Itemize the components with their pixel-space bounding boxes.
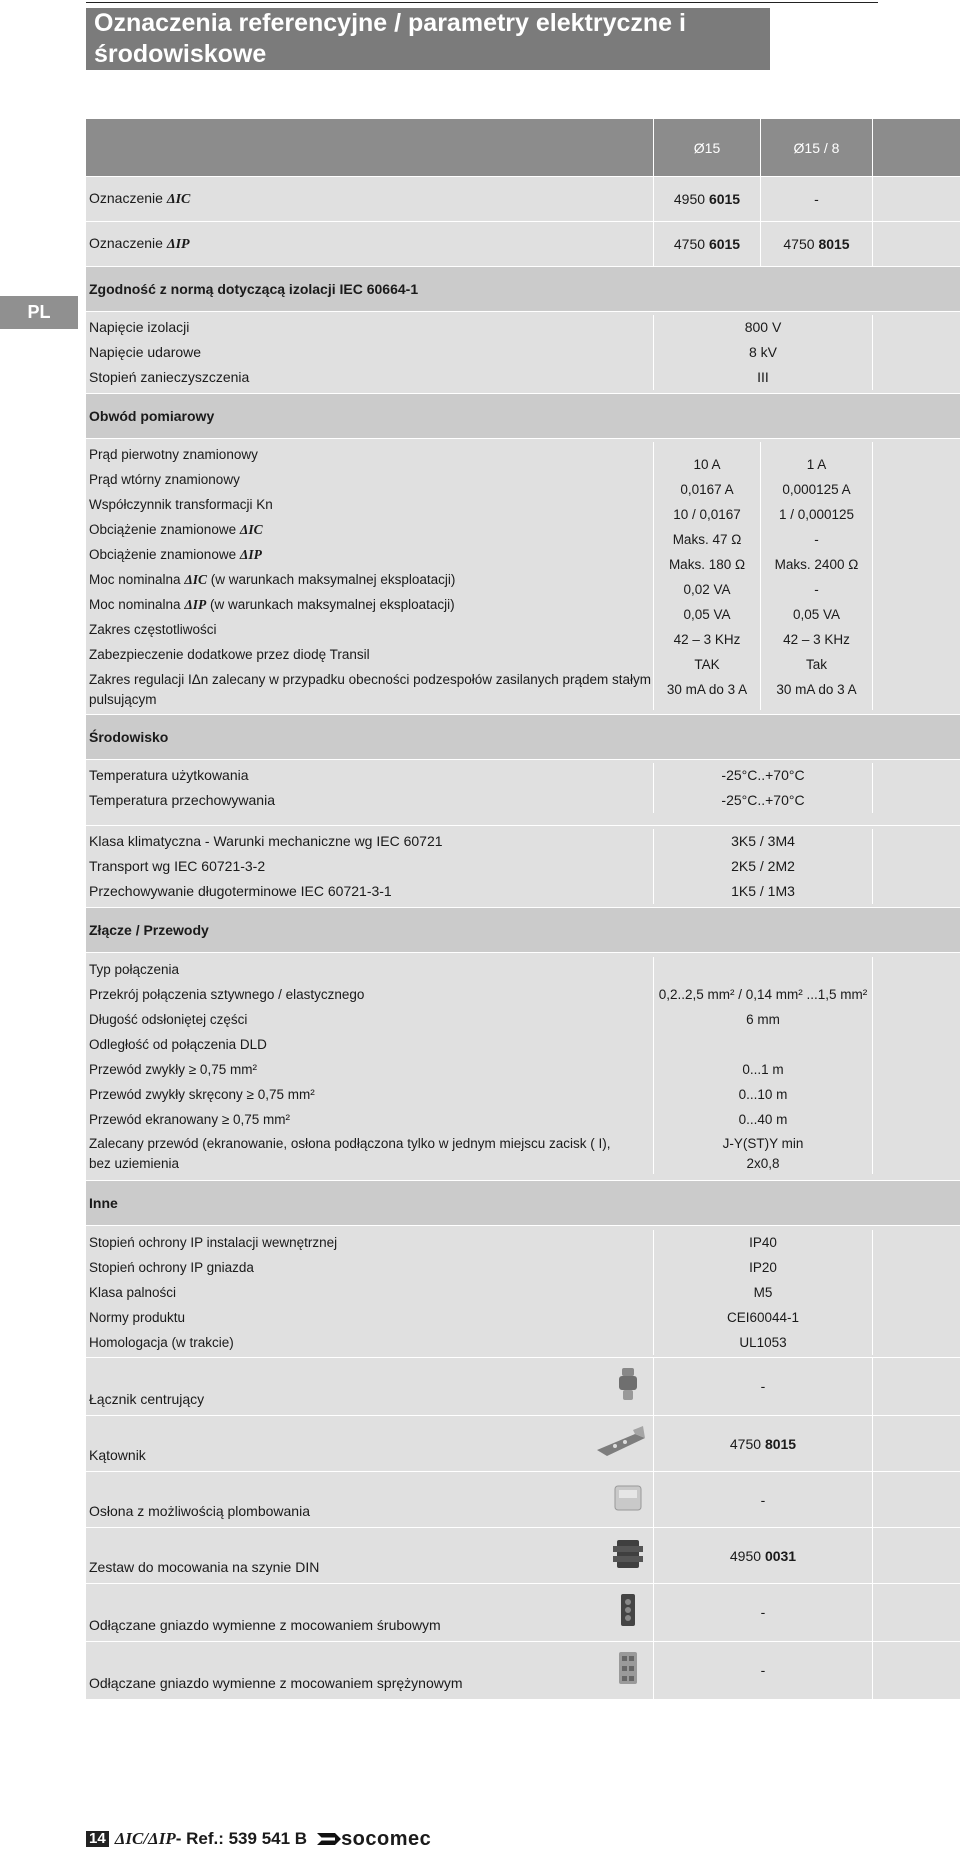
accessory-row: Odłączane gniazdo wymienne z mocowaniem sprężynowym - bbox=[86, 1642, 960, 1700]
socomec-mark-icon bbox=[317, 1833, 341, 1845]
language-tab: PL bbox=[0, 296, 78, 329]
section-connections: Złącze / Przewody bbox=[86, 908, 960, 953]
accessory-row: Łącznik centrujący - bbox=[86, 1358, 960, 1416]
section-isolation: Zgodność z normą dotyczącą izolacji IEC 60664-1 bbox=[86, 267, 960, 312]
accessory-row: Kątownik 4750 8015 bbox=[86, 1416, 960, 1472]
section-measuring: Obwód pomiarowy bbox=[86, 394, 960, 439]
ref-row-ic: Oznaczenie ΔIC 4950 6015 - bbox=[86, 177, 960, 222]
page-footer: 14 ΔIC / ΔIP - Ref.: 539 541 B socomec bbox=[86, 1831, 431, 1847]
delta-ic-symbol: ΔIC bbox=[166, 192, 191, 207]
page-number: 14 bbox=[86, 1831, 109, 1847]
din-rail-kit-icon bbox=[609, 1536, 647, 1572]
accessory-row: Zestaw do mocowania na szynie DIN 4950 0031 bbox=[86, 1528, 960, 1584]
environment-climatic: Klasa klimatyczna - Warunki mechaniczne wg IEC 60721 Transport wg IEC 60721-3-2 Przechowywanie długoterminowe IEC 60721-3-1 3K5 / 3M4 2K5 / 2M2 1K5 / 1M3 bbox=[86, 826, 960, 908]
section-other: Inne bbox=[86, 1181, 960, 1226]
measuring-rows: Prąd pierwotny znamionowy Prąd wtórny znamionowy Współczynnik transformacji Kn Obciążenie znamionowe ΔIC Obciążenie znamionowe ΔIP Moc nominalna ΔIC (w warunkach maksymalnej eksploatacji) Moc nominalna ΔIP (w warunkach maksymalnej eksploatacji) Zakres częstotliwości Zabezpieczenie dodatkowe przez diodę Transil Zakres regulacji IΔn zalecany w przypadku obecności podzespołów zasilanych prądem stałym pulsującym 10 A 0,0167 A 10 / 0,0167 Maks. 47 Ω Maks. 180 Ω 0,02 VA 0,05 VA 42 – 3 KHz TAK 30 mA do 3 A 1 A 0,000125 A 1 / 0,000125 - Maks. 2400 Ω - 0,05 VA 42 – 3 KHz Tak 30 mA do 3 A bbox=[86, 439, 960, 715]
accessory-row: Odłączane gniazdo wymienne z mocowaniem śrubowym - bbox=[86, 1584, 960, 1642]
section-environment: Środowisko bbox=[86, 715, 960, 760]
spec-table bbox=[86, 119, 960, 1700]
environment-temps: Temperatura użytkowania Temperatura przechowywania -25°C..+70°C -25°C..+70°C bbox=[86, 760, 960, 826]
header-col-15: Ø15 bbox=[653, 119, 760, 177]
connections-rows: Typ połączenia Przekrój połączenia sztywnego / elastycznego Długość odsłoniętej części Odległość od połączenia DLD Przewód zwykły ≥ 0,75 mm² Przewód zwykły skręcony ≥ 0,75 mm² Przewód ekranowany ≥ 0,75 mm² Zalecany przewód (ekranowanie, osłona podłączona tylko w jednym miejscu zacisk ( I), bez uziemienia 0,2..2,5 mm² / 0,14 mm² ...1,5 mm² 6 mm 0...1 m 0...10 m 0...40 m J-Y(ST)Y min 2x0,8 bbox=[86, 953, 960, 1181]
top-rule bbox=[86, 2, 878, 3]
socomec-logo: socomec bbox=[317, 1828, 431, 1851]
other-rows: Stopień ochrony IP instalacji wewnętrznej Stopień ochrony IP gniazda Klasa palności Normy produktu Homologacja (w trakcie) IP40 IP20 M5 CEI60044-1 UL1053 bbox=[86, 1226, 960, 1358]
delta-ip-symbol: ΔIP bbox=[166, 237, 190, 252]
isolation-rows: Napięcie izolacji Napięcie udarowe Stopień zanieczyszczenia 800 V 8 kV III bbox=[86, 312, 960, 394]
page-title: Oznaczenia referencyjne / parametry elektryczne i środowiskowe bbox=[86, 8, 770, 70]
centering-connector-icon bbox=[609, 1366, 647, 1402]
table-header bbox=[86, 119, 960, 177]
angle-bracket-icon bbox=[595, 1424, 647, 1460]
sealable-cover-icon bbox=[609, 1480, 647, 1516]
spring-socket-icon bbox=[609, 1650, 647, 1686]
ref-row-ip: Oznaczenie ΔIP 4750 6015 4750 8015 bbox=[86, 222, 960, 267]
header-col-15-8: Ø15 / 8 bbox=[760, 119, 872, 177]
screw-socket-icon bbox=[609, 1592, 647, 1628]
accessory-row: Osłona z możliwością plombowania - bbox=[86, 1472, 960, 1528]
